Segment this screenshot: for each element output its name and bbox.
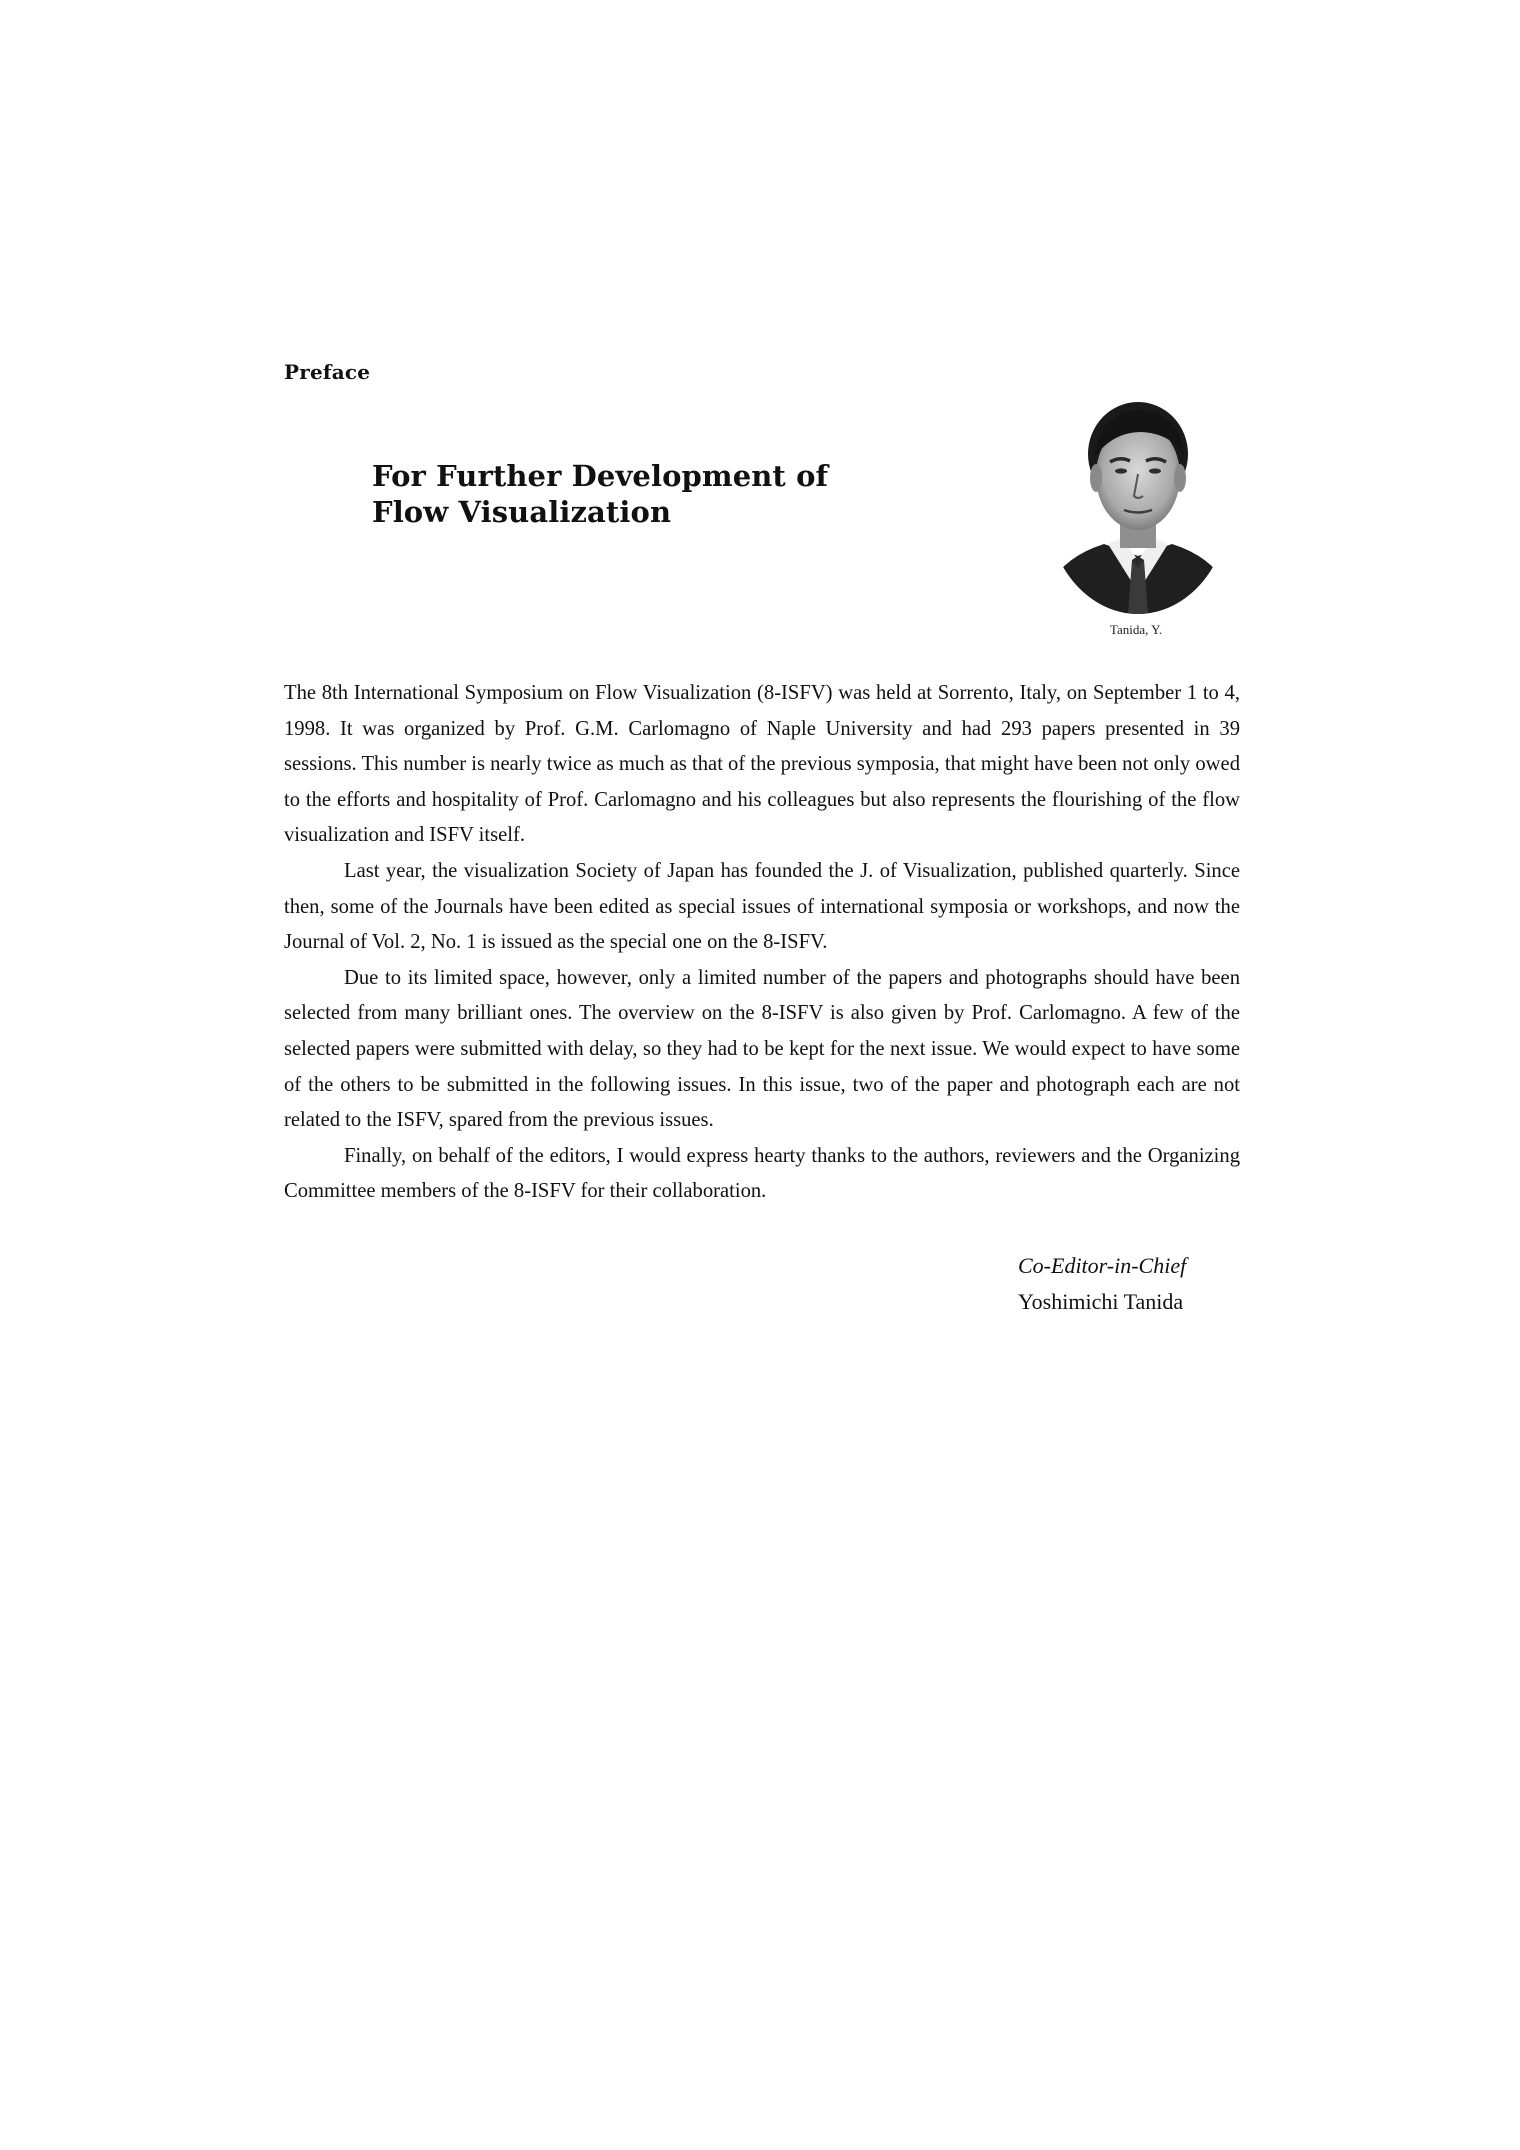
author-portrait-image bbox=[1046, 388, 1230, 614]
body-paragraph-2: Last year, the visualization Society of Japan has founded the J. of Visualization, published quarterly. Since then, some of the Journals have been edited as special issues of international symposia or workshops, and now the Journal of Vol. 2, No. 1 is issued as the special one on the 8-ISFV. bbox=[284, 859, 1240, 954]
section-label: Preface bbox=[284, 360, 371, 384]
signature-name: Yoshimichi Tanida bbox=[1018, 1289, 1184, 1314]
body-paragraph-3: Due to its limited space, however, only a limited number of the papers and photographs should have been selected from many brilliant ones. The overview on the 8-ISFV is also given by Prof. Carlomagno. A few of the selected papers were submitted with delay, so they had to be kept for the next issue. We would expect to have some of the others to be submitted in the following issues. In this issue, two of the paper and photograph each are not related to the ISFV, spared from the previous issues. bbox=[284, 966, 1240, 1132]
preface-body bbox=[284, 676, 1240, 1210]
signature-block bbox=[1018, 1248, 1186, 1320]
article-title-line-2: Flow Visualization bbox=[372, 495, 672, 529]
body-paragraph-4: Finally, on behalf of the editors, I would express hearty thanks to the authors, reviewers and the Organizing Committee members of the 8-ISFV for their collaboration. bbox=[284, 1144, 1240, 1203]
portrait-caption: Tanida, Y. bbox=[1109, 622, 1163, 637]
article-title-line-1: For Further Development of bbox=[372, 459, 829, 493]
article-title bbox=[372, 458, 828, 530]
signature-role: Co-Editor-in-Chief bbox=[1018, 1253, 1187, 1278]
body-paragraph-1: The 8th International Symposium on Flow Visualization (8-ISFV) was held at Sorrento, Italy, on September 1 to 4, 1998. It was organized by Prof. G.M. Carlomagno of Naple University and had 293 papers presented in 39 sessions. This number is nearly twice as much as that of the previous symposia, that might have been not only owed to the efforts and hospitality of Prof. Carlomagno and his colleagues but also represents the flourishing of the flow visualization and ISFV itself. bbox=[284, 682, 1240, 847]
author-portrait bbox=[1046, 388, 1230, 614]
